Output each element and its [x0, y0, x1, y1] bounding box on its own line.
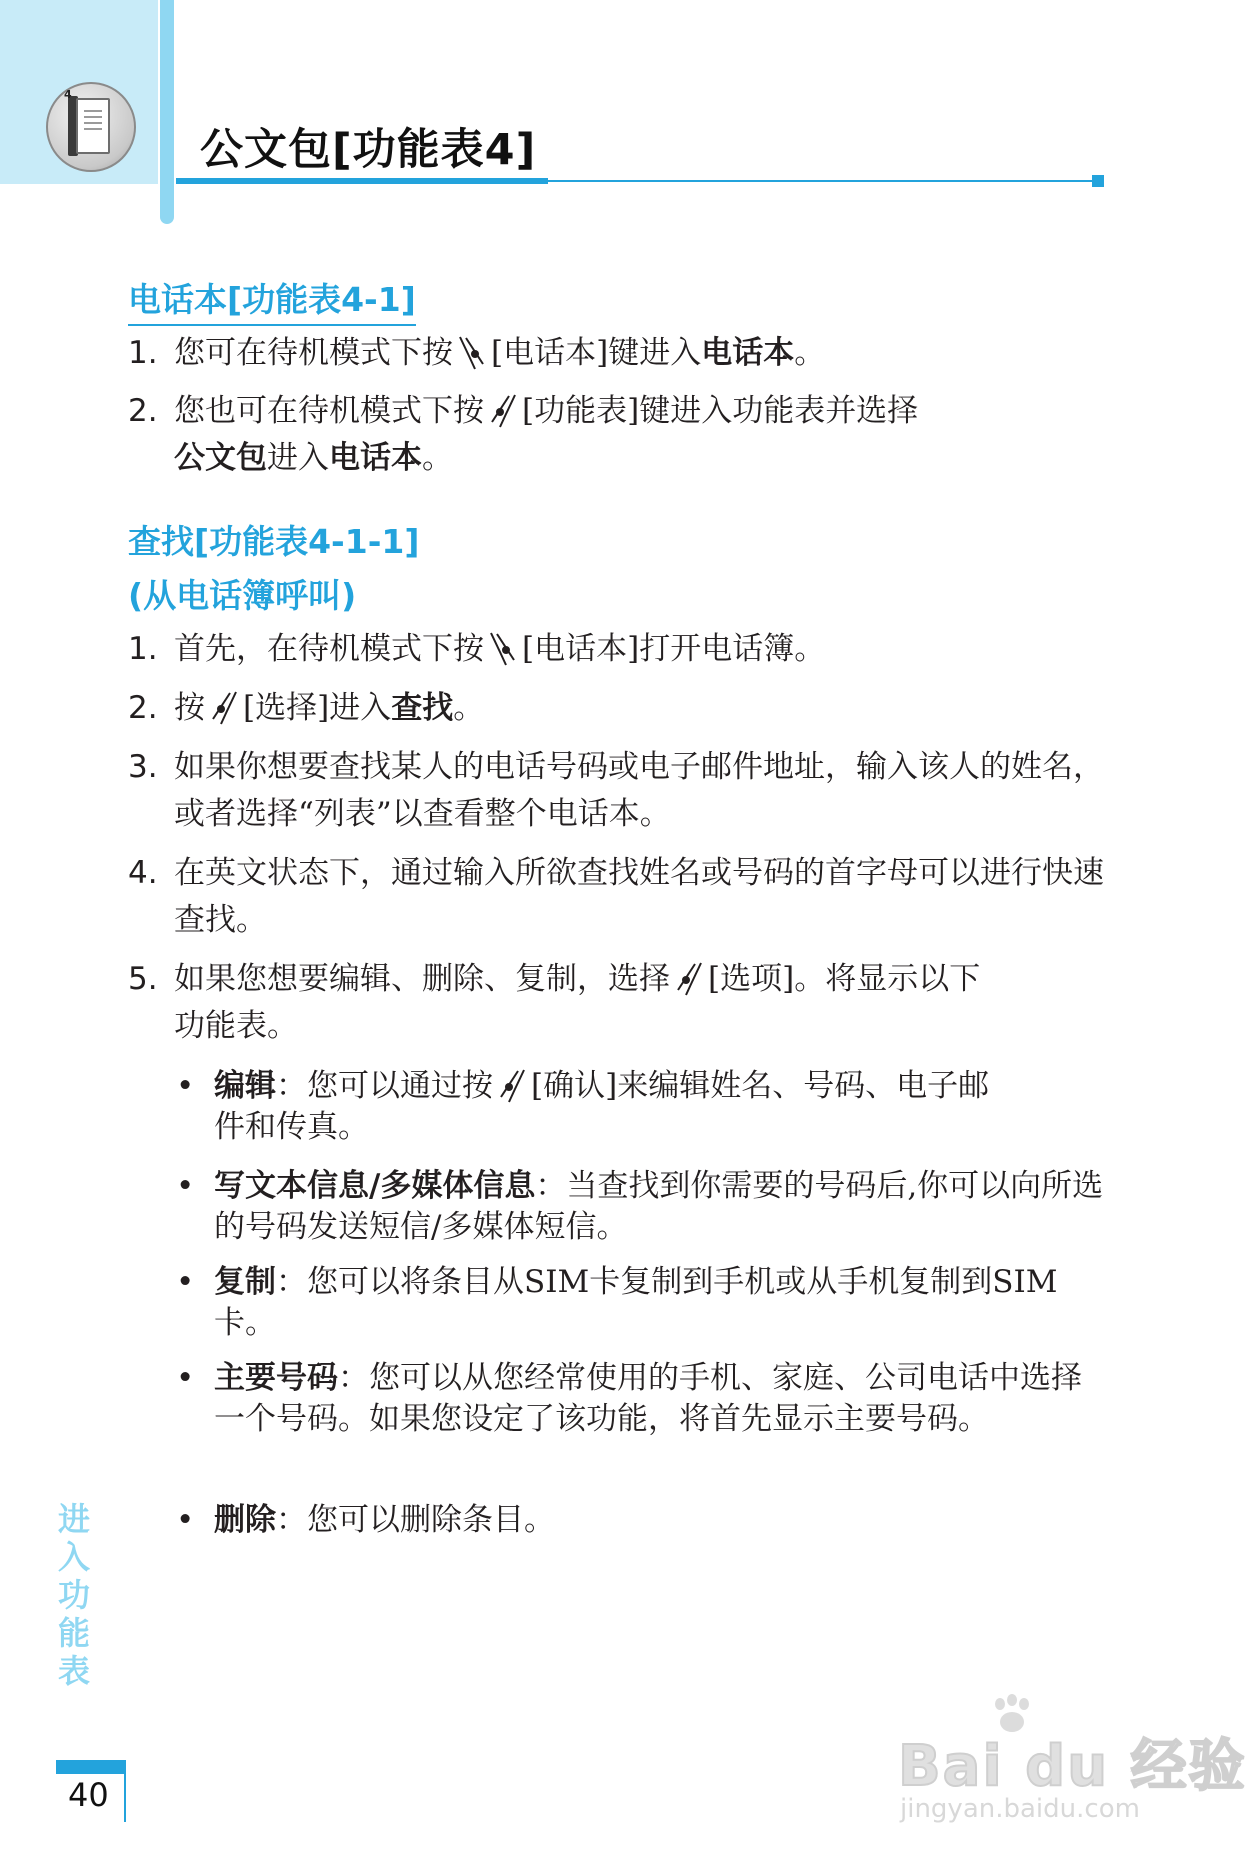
item-text: 进入 [267, 440, 329, 476]
item-number: 4. [128, 855, 158, 891]
item-number: 1. [128, 631, 158, 667]
page-number-rule [56, 1760, 126, 1774]
item-text: [功能表]键进入功能表并选择 [522, 393, 919, 429]
item-number: 2. [128, 393, 158, 429]
page-number-vline [124, 1760, 126, 1822]
bullet-dot: • [176, 1502, 195, 1538]
item-number: 1. [128, 335, 158, 371]
bullet-bold: 主要号码 [214, 1360, 338, 1396]
organizer-book-icon [46, 82, 136, 172]
bullet-text: ：当查找到你需要的号码后,你可以向所选的号码发送短信/多媒体短信。 [214, 1168, 1104, 1245]
menu-key-icon [488, 392, 518, 430]
title-rule-end [1092, 175, 1104, 187]
item-text: 。 [794, 335, 826, 371]
item-text: 您可在待机模式下按 [174, 335, 453, 371]
item-text: [电话本]打开电话簿。 [522, 631, 826, 667]
page-title: 公文包[功能表4] [200, 125, 537, 175]
item-text: 。 [453, 690, 485, 726]
item-text: 。 [422, 440, 453, 476]
list-item [128, 685, 1108, 732]
phonebook-key-icon [488, 630, 518, 668]
watermark-text: Bai du 经验 [898, 1734, 1247, 1799]
side-tab-label: 进入功能表 [57, 1500, 90, 1690]
page-number: 40 [68, 1776, 109, 1814]
bullet-item [176, 1500, 1111, 1541]
section-heading-search: 查找[功能表4-1-1] [128, 522, 420, 561]
header-vertical-bar [160, 0, 174, 224]
item-text: [选项]。将显示以下 [708, 961, 981, 997]
item-bold: 公文包 [174, 440, 267, 476]
item-bold: 查找 [391, 690, 454, 726]
bullet-dot: • [176, 1068, 195, 1104]
logo-book [76, 98, 110, 154]
bullet-dot: • [176, 1264, 195, 1300]
item-text: 您也可在待机模式下按 [174, 393, 484, 429]
item-text: 首先，在待机模式下按 [174, 631, 484, 667]
bullet-text: [确认]来编辑姓名、号码、电子邮 [531, 1068, 990, 1104]
bullet-text: ：您可以从您经常使用的手机、家庭、公司电话中选择一个号码。如果您设定了该功能，将首先显示主要号码。 [214, 1360, 1082, 1437]
item-number: 5. [128, 961, 158, 997]
bullet-dot: • [176, 1360, 195, 1396]
title-rule-thin [548, 180, 1092, 182]
bullet-bold: 复制 [214, 1264, 276, 1300]
item-text: 如果您想要编辑、删除、复制，选择 [174, 961, 670, 997]
bullet-text: 件和传真。 [214, 1109, 369, 1145]
section-subheading: (从电话簿呼叫) [128, 576, 357, 615]
item-number: 2. [128, 690, 158, 726]
bullet-bold: 删除 [214, 1502, 276, 1538]
list-item [128, 850, 1108, 944]
item-text: [电话本]键进入 [491, 335, 702, 371]
bullet-item [176, 1066, 1111, 1148]
item-text: 功能表。 [174, 1008, 298, 1044]
title-rule-thick [176, 178, 548, 184]
list-item [128, 330, 1108, 377]
logo-lines [84, 110, 102, 112]
list-item [128, 388, 1108, 482]
bullet-bold: 写文本信息/多媒体信息 [214, 1168, 536, 1204]
bullet-text: ：您可以通过按 [276, 1068, 493, 1104]
select-key-icon [209, 689, 239, 727]
logo-number: 4 [64, 88, 72, 101]
bullet-item [176, 1262, 1111, 1344]
baidu-watermark [888, 1694, 1247, 1824]
list-item [128, 744, 1108, 838]
item-number: 3. [128, 749, 158, 785]
bullet-dot: • [176, 1168, 195, 1204]
item-bold: 电话本 [329, 440, 422, 476]
item-text: 按 [174, 690, 205, 726]
watermark-url: jingyan.baidu.com [900, 1794, 1140, 1824]
bullet-text: ：您可以将条目从SIM卡复制到手机或从手机复制到SIM卡。 [214, 1264, 1058, 1341]
item-text: [选择]进入 [243, 690, 392, 726]
options-key-icon [674, 960, 704, 998]
item-bold: 电话本 [701, 335, 795, 371]
phonebook-key-icon [457, 334, 487, 372]
list-item [128, 956, 1108, 1050]
ok-key-icon [497, 1067, 527, 1105]
item-text: 在英文状态下，通过输入所欲查找姓名或号码的首字母可以进行快速查找。 [174, 855, 1104, 938]
section-heading-phonebook: 电话本[功能表4-1] [128, 274, 416, 326]
item-text: 如果你想要查找某人的电话号码或电子邮件地址，输入该人的姓名，或者选择“列表”以查看整个电话本。 [174, 749, 1104, 832]
list-item [128, 626, 1108, 673]
bullet-text: ：您可以删除条目。 [276, 1502, 555, 1538]
bullet-item [176, 1358, 1111, 1440]
bullet-item [176, 1166, 1111, 1248]
bullet-bold: 编辑 [214, 1068, 276, 1104]
